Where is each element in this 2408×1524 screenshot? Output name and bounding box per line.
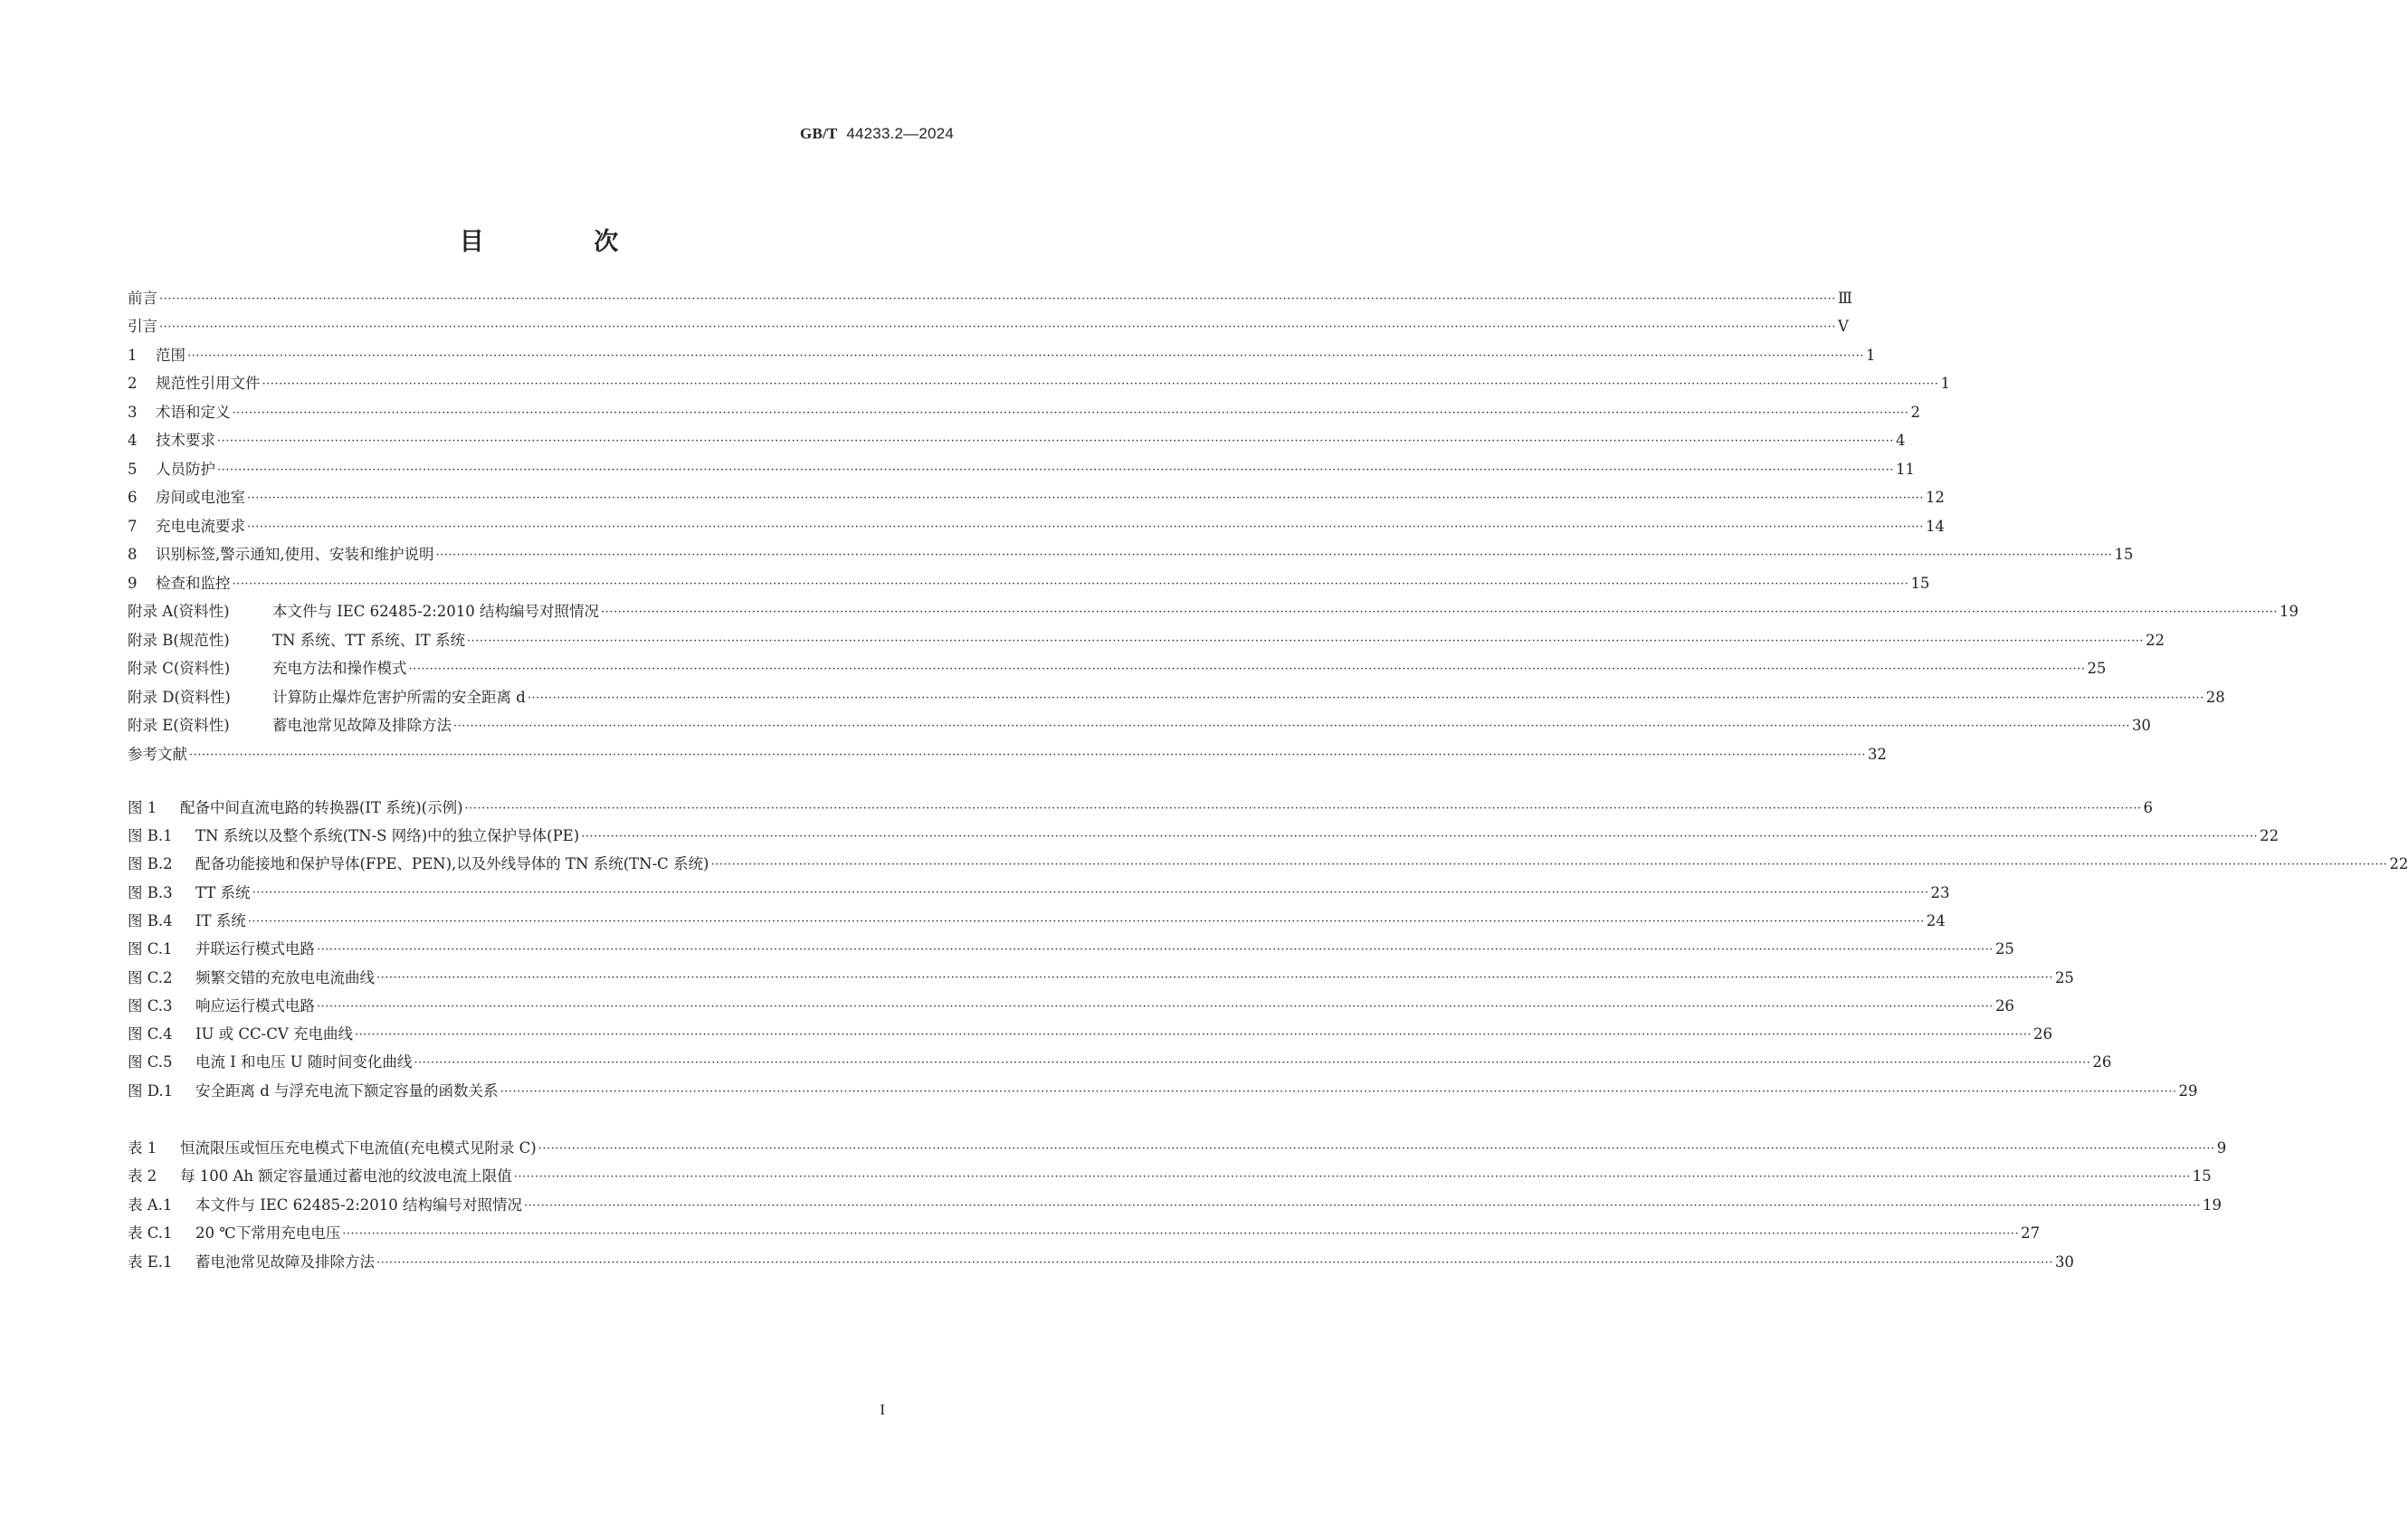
toc-entry-number: 图 B.4 [128,911,173,929]
toc-entry[interactable] [128,1049,2112,1078]
toc-entry[interactable] [128,822,2280,851]
toc-entry-number: 图 C.5 [128,1053,173,1072]
toc-entry-label: 前言 [128,289,157,307]
toc-entry[interactable] [128,512,1945,541]
toc-entry-number: 附录 C(资料性) [128,660,231,678]
toc-entry-label: 房间或电池室 [156,489,245,507]
toc-entry-number: 1 [128,346,138,364]
toc-entry-page: Ⅲ [1837,289,1852,307]
dot-leader: ················································································································································································································································································································································································································ [247,914,1925,929]
toc-entry-page: 19 [2279,603,2299,621]
toc-entry-number: 2 [128,375,138,393]
toc-entry[interactable] [128,1220,2041,1249]
toc-entry-number: 图 C.4 [128,1025,173,1043]
toc-entry-page: 2 [1910,403,1920,421]
toc-entry[interactable] [128,712,2151,741]
toc-entry-label: 蓄电池常见故障及排除方法 [195,1253,375,1271]
toc-entry-page: 27 [2021,1224,2041,1243]
toc-entry-label: 频繁交错的充放电电流曲线 [195,968,375,986]
toc-entry-label: 人员防护 [156,460,215,478]
dot-leader: ················································································································································································································································································································································································································ [317,943,1994,957]
toc-entry-number: 图 C.3 [128,996,173,1014]
dot-leader: ················································································································································································································································································································································································································ [342,1227,2020,1241]
dot-leader: ················································································································································································································································································································································································································ [355,1027,2032,1042]
toc-entry-number: 图 C.2 [128,968,173,986]
toc-entry-number: 3 [128,403,138,421]
page-number: I [880,1401,885,1418]
toc-entry[interactable] [128,794,2153,823]
dot-leader: ················································································································································································································································································································································································································ [581,829,2259,843]
toc-entry-number: 附录 E(资料性) [128,717,230,735]
toc-entry-page: 32 [1867,745,1887,763]
toc-entry-page: 28 [2205,688,2225,706]
dot-leader: ················································································································································································································································································································································································································ [159,291,1836,306]
toc-entry[interactable] [128,284,1852,313]
toc-entry-label: 每 100 Ah 额定容量通过蓄电池的纹波电流上限值 [180,1167,512,1186]
toc-entry-number: 5 [128,460,138,478]
toc-entry-label: 引言 [128,318,157,336]
toc-entry-label: 配备功能接地和保护导体(FPE、PEN),以及外线导体的 TN 系统(TN-C 系统) [195,855,709,873]
toc-entry[interactable] [128,1077,2198,1106]
dot-leader: ················································································································································································································································································································································································································ [414,1056,2091,1071]
toc-entry-page: 9 [2216,1138,2227,1157]
toc-entry-page: 4 [1895,432,1906,450]
toc-entry-number: 表 E.1 [128,1253,173,1271]
dot-leader: ················································································································································································································································································································································································································ [601,605,2278,619]
toc-entry-number: 附录 D(资料性) [128,688,231,706]
toc-entry-label: 术语和定义 [156,403,231,421]
dot-leader: ················································································································································································································································································································································································································ [408,662,2086,676]
dot-leader: ················································································································································································································································································································································································································ [467,633,2144,648]
toc-entry[interactable] [128,626,2165,655]
toc-entry[interactable] [128,427,1906,456]
toc-entry[interactable] [128,598,2299,627]
toc-entry[interactable] [128,1020,2052,1049]
toc-entry-label: 蓄电池常见故障及排除方法 [272,717,452,735]
toc-entry-label: 本文件与 IEC 62485-2:2010 结构编号对照情况 [272,603,600,621]
toc-entry-label: 识别标签,警示通知,使用、安装和维护说明 [156,546,434,564]
toc-entry-page: 25 [2054,968,2074,986]
page-title: 目 次 [459,228,670,256]
dot-leader: ················································································································································································································································································································································································································ [317,999,1994,1014]
toc-entry-label: 技术要求 [156,432,215,450]
dot-leader: ················································································································································································································································································································································································································ [232,576,1909,591]
dot-leader: ················································································································································································································································································································································································································ [376,971,2053,986]
standard-number: 44233.2—2024 [846,125,954,142]
dot-leader: ················································································································································································································································································································································································································ [524,1198,2201,1213]
dot-leader: ················································································································································································································································································································································································································ [217,462,1894,477]
dot-leader: ················································································································································································································································································································································································································ [376,1255,2053,1270]
dot-leader: ················································································································································································································································································································································································································ [453,719,2130,733]
toc-entry-label: IU 或 CC-CV 充电曲线 [195,1025,354,1043]
toc-entry-page: 25 [2087,660,2107,678]
toc-entry[interactable] [128,740,1887,769]
toc-entry-label: TT 系统 [195,883,251,901]
toc-entry-number: 图 B.2 [128,855,173,873]
toc-entry-number: 图 1 [128,798,157,816]
toc-entry-label: IT 系统 [195,911,246,929]
toc-entry-number: 图 D.1 [128,1081,174,1100]
toc-entry[interactable] [128,484,1945,513]
toc-entry-label: 范围 [156,346,186,364]
toc-entry[interactable] [128,455,1915,484]
dot-leader: ················································································································································································································································································································································································································ [232,405,1909,420]
toc-entry-number: 附录 A(资料性) [128,603,230,621]
toc-entry[interactable] [128,879,1950,908]
toc-entry[interactable] [128,341,1876,370]
standard-code [800,125,954,143]
toc-entry[interactable] [128,1191,2222,1220]
toc-entry-number: 图 B.3 [128,883,173,901]
toc-entry-label: 本文件与 IEC 62485-2:2010 结构编号对照情况 [195,1195,523,1214]
toc-entry[interactable] [128,313,1849,342]
toc-entry-page: 24 [1926,911,1946,929]
toc-entry-page: 19 [2202,1195,2222,1214]
toc-entry-label: 计算防止爆炸危害护所需的安全距离 d [272,688,526,706]
toc-entry-page: 15 [1910,574,1930,592]
toc-entry-page: 26 [2032,1025,2052,1043]
toc-entry[interactable] [128,936,2014,965]
toc-entry-page: 23 [1930,883,1950,901]
toc-entry-label: 充电电流要求 [156,517,245,535]
toc-entry-page: 22 [2260,827,2280,845]
toc-entry-label: 规范性引用文件 [156,375,261,393]
toc-entry-label: 电流 I 和电压 U 随时间变化曲线 [195,1053,413,1072]
toc-entry-label: 并联运行模式电路 [195,940,315,958]
toc-entry-number: 图 C.1 [128,940,173,958]
toc-entry[interactable] [128,992,2014,1021]
toc-entry-page: 15 [2114,546,2134,564]
toc-entry-number: 7 [128,517,138,535]
toc-entry-page: 6 [2143,798,2153,816]
toc-entry-number: 表 1 [128,1138,157,1157]
toc-entry-page: 11 [1895,460,1915,478]
dot-leader: ················································································································································································································································································································································································································ [189,748,1866,762]
toc-entry[interactable] [128,1248,2074,1277]
toc-entry-page: 30 [2131,717,2151,735]
toc-entry-label: 20 ℃下常用充电电压 [195,1224,341,1243]
toc-entry-number: 表 A.1 [128,1195,173,1214]
toc-entry-label: 参考文献 [128,745,187,763]
toc-entry-page: Ⅴ [1837,318,1849,336]
toc-entry[interactable] [128,964,2074,993]
toc-entry-label: 恒流限压或恒压充电模式下电流值(充电模式见附录 C) [180,1138,537,1157]
toc-entry-page: 22 [2389,855,2408,873]
toc-entry-page: 30 [2054,1253,2074,1271]
toc-entry-number: 附录 B(规范性) [128,631,230,649]
dot-leader: ················································································································································································································································································································································································································ [217,434,1894,448]
dot-leader: ················································································································································································································································································································································································································ [159,320,1836,334]
toc-entry-page: 14 [1925,517,1945,535]
toc-entry-page: 1 [1940,375,1950,393]
toc-entry-label: 安全距离 d 与浮充电流下额定容量的函数关系 [195,1081,499,1100]
toc-entry-number: 图 B.1 [128,827,173,845]
dot-leader: ················································································································································································································································································································································································································ [513,1170,2191,1184]
toc-entry[interactable] [128,907,1946,936]
toc-entry-number: 8 [128,546,138,564]
toc-entry-number: 4 [128,432,138,450]
toc-entry[interactable] [128,569,1930,598]
toc-entry-page: 15 [2192,1167,2212,1186]
toc-entry-page: 26 [1994,996,2014,1014]
dot-leader: ················································································································································································································································································································································································································ [247,519,1924,534]
dot-leader: ················································································································································································································································································································································································································ [187,348,1864,363]
toc-entry-label: TN 系统以及整个系统(TN-S 网络)中的独立保护导体(PE) [195,827,580,845]
toc-entry[interactable] [128,683,2225,712]
dot-leader: ················································································································································································································································································································································································································ [538,1141,2215,1156]
toc-entry[interactable] [128,1163,2212,1192]
standard-prefix: GB/T [800,125,838,142]
toc-entry-number: 表 C.1 [128,1224,173,1243]
toc-entry-number: 表 2 [128,1167,157,1186]
toc-entry-label: 充电方法和操作模式 [272,660,407,678]
toc-entry[interactable] [128,851,2408,880]
dot-leader: ················································································································································································································································································································································································································ [252,886,1929,900]
toc-entry-label: 响应运行模式电路 [195,996,315,1014]
toc-entry[interactable] [128,1134,2227,1163]
dot-leader: ················································································································································································································································································································································································································ [500,1084,2177,1099]
dot-leader: ················································································································································································································································································································································································································ [247,491,1924,505]
dot-leader: ················································································································································································································································································································································································································ [262,377,1939,391]
toc-entry-number: 6 [128,489,138,507]
toc-entry-page: 29 [2178,1081,2198,1100]
dot-leader: ················································································································································································································································································································································································································ [464,801,2142,815]
toc-entry-number: 9 [128,574,138,592]
toc-entry-page: 12 [1925,489,1945,507]
toc-entry[interactable] [128,655,2107,684]
toc-entry[interactable] [128,370,1950,399]
dot-leader: ················································································································································································································································································································································································································ [435,548,2113,562]
dot-leader: ················································································································································································································································································································································································································ [710,858,2388,872]
toc-entry[interactable] [128,398,1920,427]
toc-entry-page: 22 [2145,631,2165,649]
toc-entry-page: 25 [1994,940,2014,958]
toc-entry-page: 26 [2092,1053,2112,1072]
toc-entry-label: 检查和监控 [156,574,231,592]
toc-entry[interactable] [128,541,2134,570]
dot-leader: ················································································································································································································································································································································································································ [527,691,2204,705]
toc-entry-label: TN 系统、TT 系统、IT 系统 [272,631,466,649]
toc-entry-page: 1 [1865,346,1876,364]
toc-entry-label: 配备中间直流电路的转换器(IT 系统)(示例) [180,798,463,816]
